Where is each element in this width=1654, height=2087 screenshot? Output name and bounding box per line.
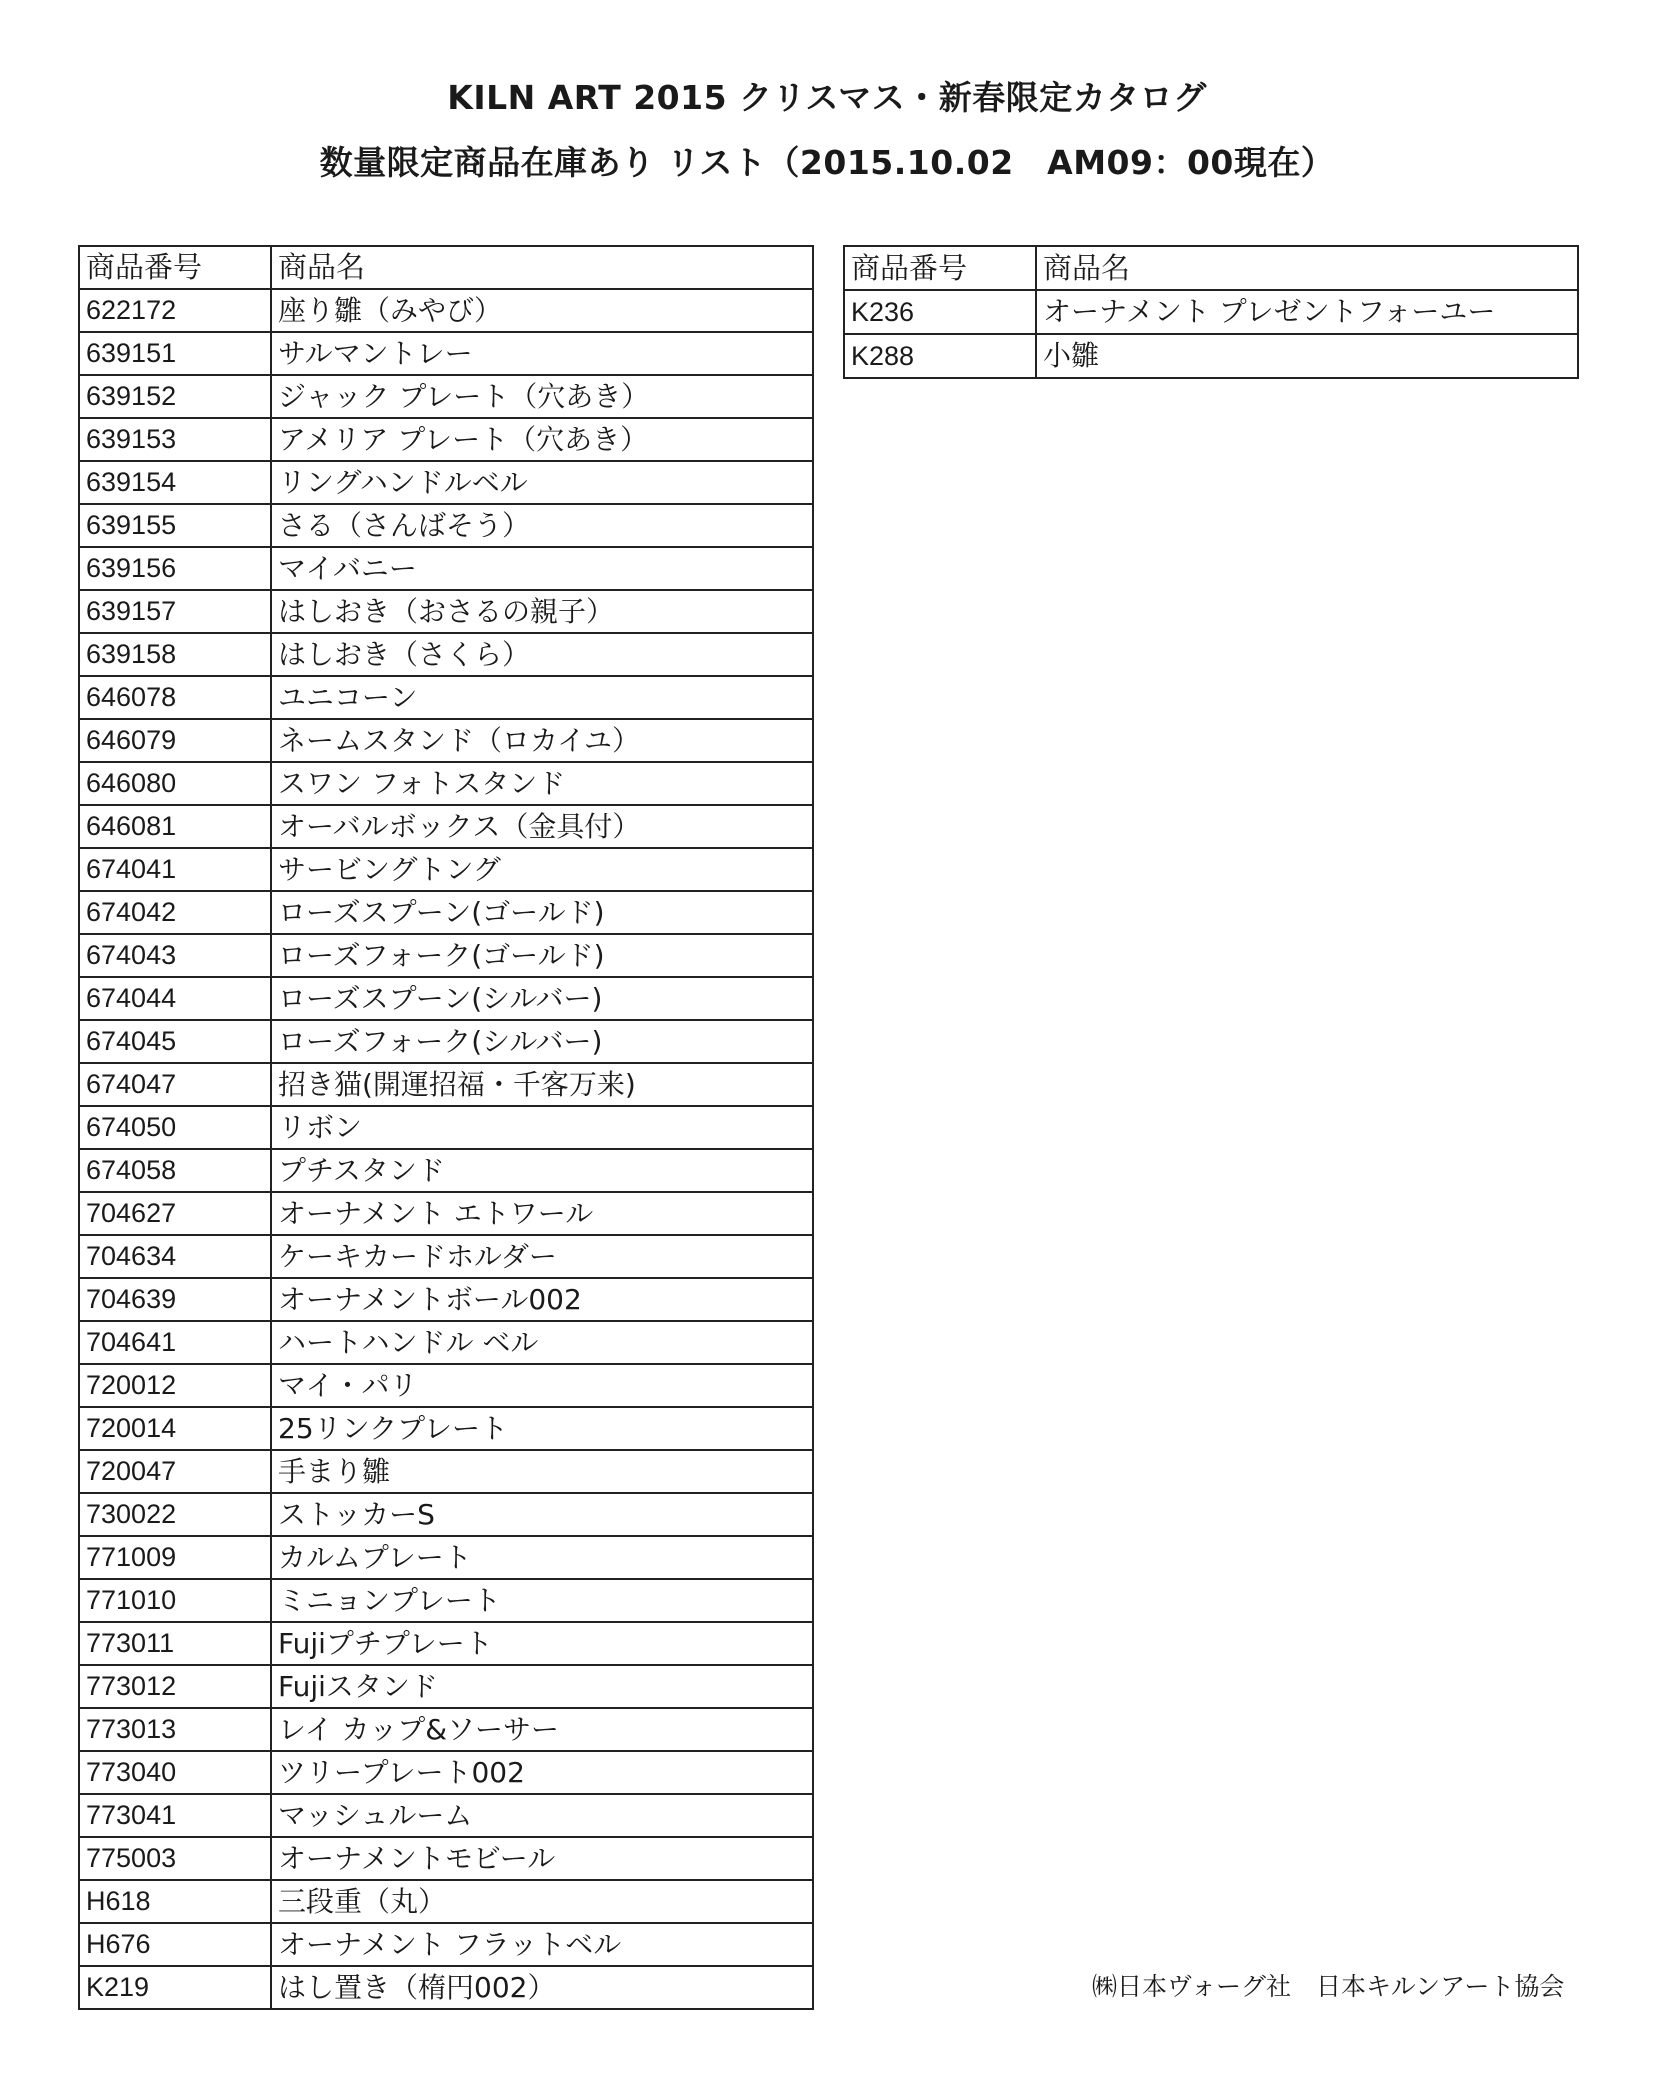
product-name: アメリア プレート（穴あき） bbox=[271, 418, 813, 461]
stock-table-left-body bbox=[79, 289, 813, 2009]
table-row bbox=[79, 1708, 813, 1751]
table-header-row bbox=[79, 246, 813, 289]
product-code: 773040 bbox=[79, 1751, 271, 1794]
product-name: オーナメント プレゼントフォーユー bbox=[1036, 290, 1578, 334]
table-row bbox=[79, 1450, 813, 1493]
product-name: ネームスタンド（ロカイユ） bbox=[271, 719, 813, 762]
column-header-name: 商品名 bbox=[271, 246, 813, 289]
table-row bbox=[844, 334, 1578, 378]
product-code: 639156 bbox=[79, 547, 271, 590]
product-name: 三段重（丸） bbox=[271, 1880, 813, 1923]
product-name: ローズフォーク(ゴールド) bbox=[271, 934, 813, 977]
product-name: サービングトング bbox=[271, 848, 813, 891]
table-row bbox=[79, 289, 813, 332]
product-name: 座り雛（みやび） bbox=[271, 289, 813, 332]
table-row bbox=[79, 590, 813, 633]
product-code: 674041 bbox=[79, 848, 271, 891]
product-code: 720047 bbox=[79, 1450, 271, 1493]
table-row bbox=[79, 719, 813, 762]
product-code: 646080 bbox=[79, 762, 271, 805]
product-code: 646079 bbox=[79, 719, 271, 762]
product-code: 771010 bbox=[79, 1579, 271, 1622]
product-name: はし置き（楕円002） bbox=[271, 1966, 813, 2009]
product-name: Fujiスタンド bbox=[271, 1665, 813, 1708]
product-name: マイ・パリ bbox=[271, 1364, 813, 1407]
table-row bbox=[79, 1192, 813, 1235]
product-name: マッシュルーム bbox=[271, 1794, 813, 1837]
product-name: ユニコーン bbox=[271, 676, 813, 719]
stock-table-right bbox=[843, 245, 1579, 379]
product-name: ハートハンドル ベル bbox=[271, 1321, 813, 1364]
table-row bbox=[79, 1364, 813, 1407]
product-name: 小雛 bbox=[1036, 334, 1578, 378]
publisher-footer: ㈱日本ヴォーグ社 日本キルンアート協会 bbox=[1092, 1972, 1565, 2001]
table-row bbox=[79, 1235, 813, 1278]
product-name: Fujiプチプレート bbox=[271, 1622, 813, 1665]
product-code: K288 bbox=[844, 334, 1036, 378]
product-code: 704627 bbox=[79, 1192, 271, 1235]
product-name: オーナメント エトワール bbox=[271, 1192, 813, 1235]
table-row bbox=[79, 1106, 813, 1149]
product-code: 639154 bbox=[79, 461, 271, 504]
column-header-code: 商品番号 bbox=[844, 246, 1036, 290]
product-code: 674047 bbox=[79, 1063, 271, 1106]
product-name: カルムプレート bbox=[271, 1536, 813, 1579]
product-code: 674045 bbox=[79, 1020, 271, 1063]
table-row bbox=[79, 1622, 813, 1665]
product-code: H676 bbox=[79, 1923, 271, 1966]
product-name: スワン フォトスタンド bbox=[271, 762, 813, 805]
product-code: H618 bbox=[79, 1880, 271, 1923]
table-row bbox=[79, 1794, 813, 1837]
product-name: さる（さんばそう） bbox=[271, 504, 813, 547]
product-code: 646081 bbox=[79, 805, 271, 848]
product-code: 639158 bbox=[79, 633, 271, 676]
product-code: 704634 bbox=[79, 1235, 271, 1278]
product-name: リングハンドルベル bbox=[271, 461, 813, 504]
product-name: ストッカーS bbox=[271, 1493, 813, 1536]
product-name: オーナメントボール002 bbox=[271, 1278, 813, 1321]
table-row bbox=[79, 633, 813, 676]
product-code: 646078 bbox=[79, 676, 271, 719]
product-code: 720014 bbox=[79, 1407, 271, 1450]
product-name: オーナメント フラットベル bbox=[271, 1923, 813, 1966]
product-code: 775003 bbox=[79, 1837, 271, 1880]
table-row bbox=[79, 1966, 813, 2009]
product-code: 674044 bbox=[79, 977, 271, 1020]
product-code: 639153 bbox=[79, 418, 271, 461]
product-name: ツリープレート002 bbox=[271, 1751, 813, 1794]
product-name: ローズフォーク(シルバー) bbox=[271, 1020, 813, 1063]
product-code: K219 bbox=[79, 1966, 271, 2009]
table-row bbox=[79, 1665, 813, 1708]
product-name: ローズスプーン(シルバー) bbox=[271, 977, 813, 1020]
table-row bbox=[79, 418, 813, 461]
table-row bbox=[79, 1278, 813, 1321]
product-name: ローズスプーン(ゴールド) bbox=[271, 891, 813, 934]
table-row bbox=[79, 805, 813, 848]
product-name: リボン bbox=[271, 1106, 813, 1149]
table-header-row bbox=[844, 246, 1578, 290]
product-name: 招き猫(開運招福・千客万来) bbox=[271, 1063, 813, 1106]
product-name: はしおき（おさるの親子） bbox=[271, 590, 813, 633]
product-code: 639155 bbox=[79, 504, 271, 547]
table-row bbox=[79, 1020, 813, 1063]
product-name: オーバルボックス（金具付） bbox=[271, 805, 813, 848]
product-code: 639157 bbox=[79, 590, 271, 633]
table-row bbox=[79, 1493, 813, 1536]
product-code: 639151 bbox=[79, 332, 271, 375]
table-row bbox=[79, 1149, 813, 1192]
product-name: 25リンクプレート bbox=[271, 1407, 813, 1450]
stock-table-right-body bbox=[844, 290, 1578, 378]
product-code: 773041 bbox=[79, 1794, 271, 1837]
table-row bbox=[79, 934, 813, 977]
table-row bbox=[79, 1837, 813, 1880]
product-code: 704639 bbox=[79, 1278, 271, 1321]
product-name: サルマントレー bbox=[271, 332, 813, 375]
table-row bbox=[79, 1321, 813, 1364]
stock-table-left bbox=[78, 245, 814, 2010]
table-row bbox=[79, 547, 813, 590]
table-row bbox=[79, 848, 813, 891]
product-code: 730022 bbox=[79, 1493, 271, 1536]
table-row bbox=[79, 1063, 813, 1106]
product-code: K236 bbox=[844, 290, 1036, 334]
product-name: はしおき（さくら） bbox=[271, 633, 813, 676]
table-row bbox=[79, 332, 813, 375]
table-row bbox=[79, 1880, 813, 1923]
column-header-name: 商品名 bbox=[1036, 246, 1578, 290]
product-name: ミニョンプレート bbox=[271, 1579, 813, 1622]
table-row bbox=[79, 461, 813, 504]
table-row bbox=[79, 762, 813, 805]
product-name: ケーキカードホルダー bbox=[271, 1235, 813, 1278]
table-row bbox=[79, 1579, 813, 1622]
product-code: 674043 bbox=[79, 934, 271, 977]
product-code: 622172 bbox=[79, 289, 271, 332]
product-name: 手まり雛 bbox=[271, 1450, 813, 1493]
product-code: 720012 bbox=[79, 1364, 271, 1407]
product-code: 639152 bbox=[79, 375, 271, 418]
product-code: 674050 bbox=[79, 1106, 271, 1149]
stock-list-subtitle: 数量限定商品在庫あり リスト（2015.10.02 AM09：00現在） bbox=[319, 143, 1335, 182]
table-row bbox=[79, 375, 813, 418]
product-name: ジャック プレート（穴あき） bbox=[271, 375, 813, 418]
catalog-title: KILN ART 2015 クリスマス・新春限定カタログ bbox=[447, 78, 1207, 117]
table-row bbox=[79, 1407, 813, 1450]
table-row bbox=[79, 676, 813, 719]
product-code: 674058 bbox=[79, 1149, 271, 1192]
product-code: 773012 bbox=[79, 1665, 271, 1708]
table-row bbox=[79, 504, 813, 547]
product-code: 773011 bbox=[79, 1622, 271, 1665]
product-code: 674042 bbox=[79, 891, 271, 934]
product-name: レイ カップ&ソーサー bbox=[271, 1708, 813, 1751]
product-code: 704641 bbox=[79, 1321, 271, 1364]
product-name: プチスタンド bbox=[271, 1149, 813, 1192]
product-name: オーナメントモビール bbox=[271, 1837, 813, 1880]
table-row bbox=[79, 1923, 813, 1966]
table-row bbox=[79, 1751, 813, 1794]
product-code: 771009 bbox=[79, 1536, 271, 1579]
table-row bbox=[79, 891, 813, 934]
table-row bbox=[79, 977, 813, 1020]
product-code: 773013 bbox=[79, 1708, 271, 1751]
table-row bbox=[79, 1536, 813, 1579]
product-name: マイバニー bbox=[271, 547, 813, 590]
column-header-code: 商品番号 bbox=[79, 246, 271, 289]
table-row bbox=[844, 290, 1578, 334]
